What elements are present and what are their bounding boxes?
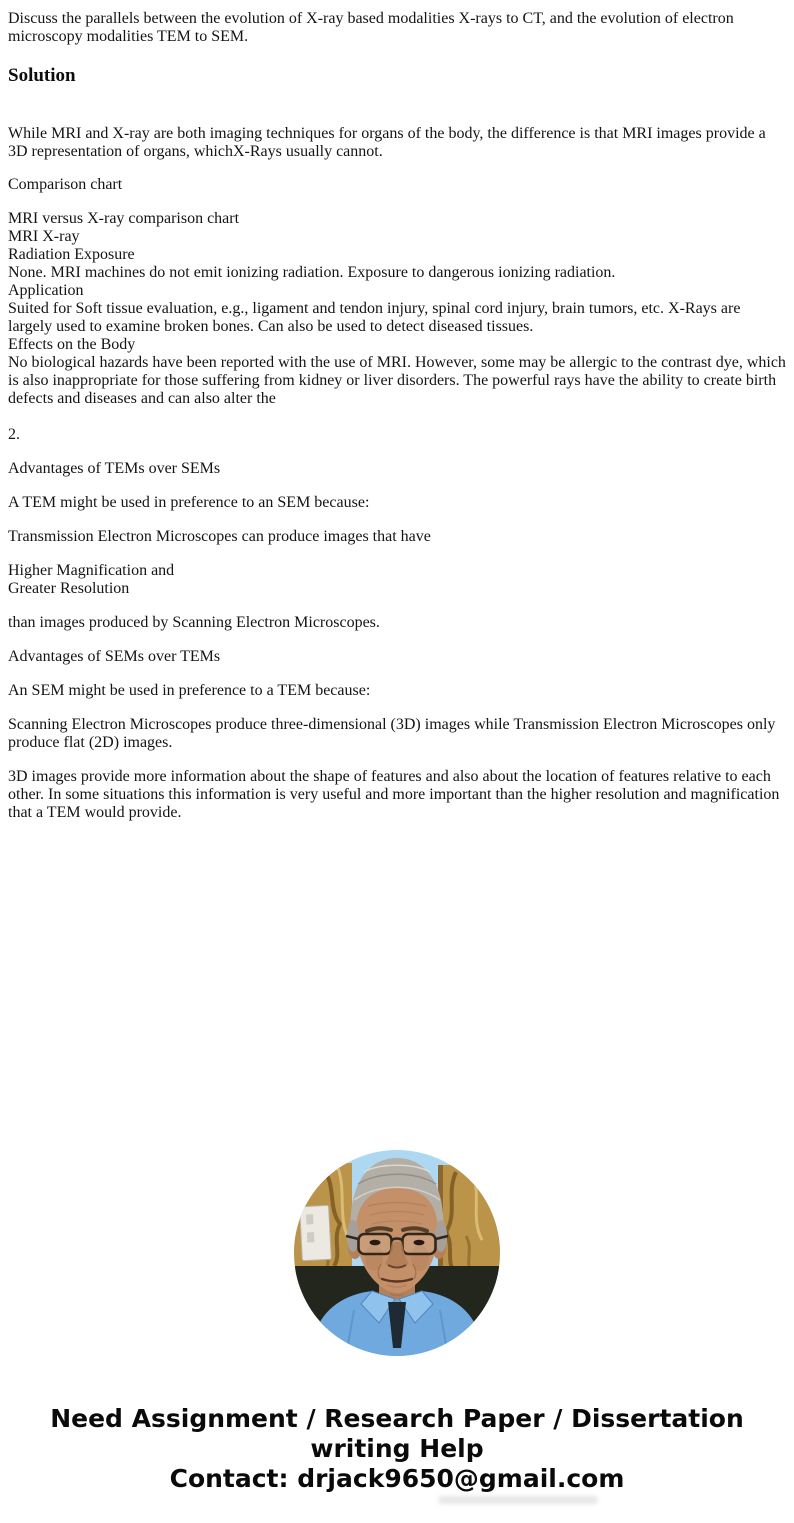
- comparison-line-radiation-heading: Radiation Exposure: [8, 246, 135, 263]
- photo-switch-plate: [300, 1205, 332, 1260]
- comparison-line-application-heading: Application: [8, 282, 84, 299]
- comparison-line-application-text: Suited for Soft tissue evaluation, e.g., ligament and tendon injury, spinal cord injury, brain tumors, etc. X-Rays are largely used to examine broken bones. Can also be used to detect diseased tissues.: [8, 300, 741, 335]
- sem-over-tem-heading: Advantages of SEMs over TEMs: [8, 648, 221, 665]
- item-number: 2.: [8, 426, 20, 443]
- comparison-line-radiation-text: None. MRI machines do not emit ionizing radiation. Exposure to dangerous ionizing radiation.: [8, 264, 616, 281]
- tutor-photo: [294, 1150, 500, 1356]
- tem-capability-text: Transmission Electron Microscopes can produce images that have: [8, 528, 431, 545]
- advantage-resolution: Greater Resolution: [8, 580, 130, 597]
- watermark-smudge: [438, 1496, 598, 1504]
- tem-preference-text: A TEM might be used in preference to an SEM because:: [8, 494, 370, 511]
- tutor-avatar: [294, 1150, 500, 1356]
- comparison-chart-block: [8, 210, 786, 408]
- tem-advantage-lines: [8, 562, 786, 598]
- than-images-text: than images produced by Scanning Electron Microscopes.: [8, 614, 380, 631]
- sem-3d-text: Scanning Electron Microscopes produce three-dimensional (3D) images while Transmission Electron Microscopes only produce flat (2D) images.: [8, 716, 776, 751]
- solution-heading: Solution: [8, 65, 76, 86]
- sem-3d-benefit-text: 3D images provide more information about the shape of features and also about the location of features relative to each other. In some situations this information is very useful and more important than the higher resolution and magnification that a TEM would provide.: [8, 768, 780, 821]
- advantage-magnification: Higher Magnification and: [8, 562, 175, 579]
- question-text: Discuss the parallels between the evolution of X-ray based modalities X-rays to CT, and the evolution of electron microscopy modalities TEM to SEM.: [8, 10, 734, 45]
- comparison-line-title: MRI versus X-ray comparison chart: [8, 210, 240, 227]
- tem-over-sem-heading: Advantages of TEMs over SEMs: [8, 460, 221, 477]
- intro-paragraph: While MRI and X-ray are both imaging techniques for organs of the body, the difference is that MRI images provide a 3D representation of organs, whichX-Rays usually cannot.: [8, 125, 766, 160]
- comparison-line-effects-text: No biological hazards have been reported with the use of MRI. However, some may be allergic to the contrast dye, which is also inappropriate for those suffering from kidney or liver disorders. The powerful rays have the ability to create birth defects and diseases and can also alter the: [8, 354, 786, 407]
- sem-preference-text: An SEM might be used in preference to a TEM because:: [8, 682, 371, 699]
- comparison-line-columns: MRI X-ray: [8, 228, 80, 245]
- promo-contact-email: Contact: drjack9650@gmail.com: [169, 1464, 625, 1493]
- comparison-chart-label: Comparison chart: [8, 176, 123, 193]
- promo-title: Need Assignment / Research Paper / Dissertation writing Help: [50, 1404, 744, 1463]
- comparison-line-effects-heading: Effects on the Body: [8, 336, 136, 353]
- promo-footer: [0, 1404, 794, 1494]
